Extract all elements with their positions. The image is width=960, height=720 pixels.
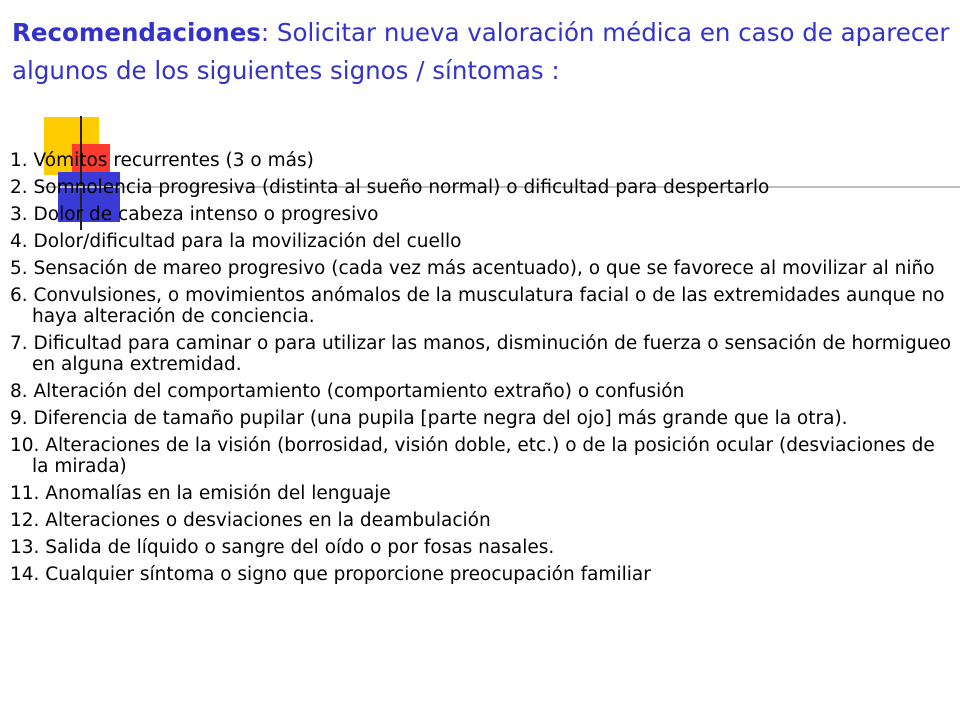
list-item-9: 9. Diferencia de tamaño pupilar (una pupila [parte negra del ojo] más grande que la otra). (10, 408, 848, 429)
list-item-11: 11. Anomalías en la emisión del lenguaje (10, 483, 391, 504)
list-item-2: 2. Somnolencia progresiva (distinta al sueño normal) o dificultad para despertarlo (10, 177, 770, 198)
slide-title (12, 14, 952, 90)
list-item-14: 14. Cualquier síntoma o signo que proporcione preocupación familiar (10, 564, 651, 585)
list-item-8: 8. Alteración del comportamiento (comportamiento extraño) o confusión (10, 381, 685, 402)
list-item-10: 10. Alteraciones de la visión (borrosidad, visión doble, etc.) o de la posición ocular (desviaciones de la mirada) (10, 435, 935, 477)
list-item-6: 6. Convulsiones, o movimientos anómalos de la musculatura facial o de las extremidades aunque no haya alteración de conciencia. (10, 285, 945, 327)
list-item-5: 5. Sensación de mareo progresivo (cada vez más acentuado), o que se favorece al movilizar al niño (10, 258, 935, 279)
symptom-list (10, 150, 955, 591)
title-rest: : Solicitar nueva valoración médica en caso de aparecer algunos de los siguientes signos / síntomas : (12, 18, 950, 85)
list-item-13: 13. Salida de líquido o sangre del oído o por fosas nasales. (10, 537, 555, 558)
list-item-3: 3. Dolor de cabeza intenso o progresivo (10, 204, 379, 225)
title-bold-word: Recomendaciones (12, 18, 261, 47)
list-item-12: 12. Alteraciones o desviaciones en la deambulación (10, 510, 491, 531)
list-item-4: 4. Dolor/dificultad para la movilización del cuello (10, 231, 462, 252)
list-item-7: 7. Dificultad para caminar o para utilizar las manos, disminución de fuerza o sensación de hormigueo en alguna extremidad. (10, 333, 952, 375)
list-item-1: 1. Vómitos recurrentes (3 o más) (10, 150, 314, 171)
